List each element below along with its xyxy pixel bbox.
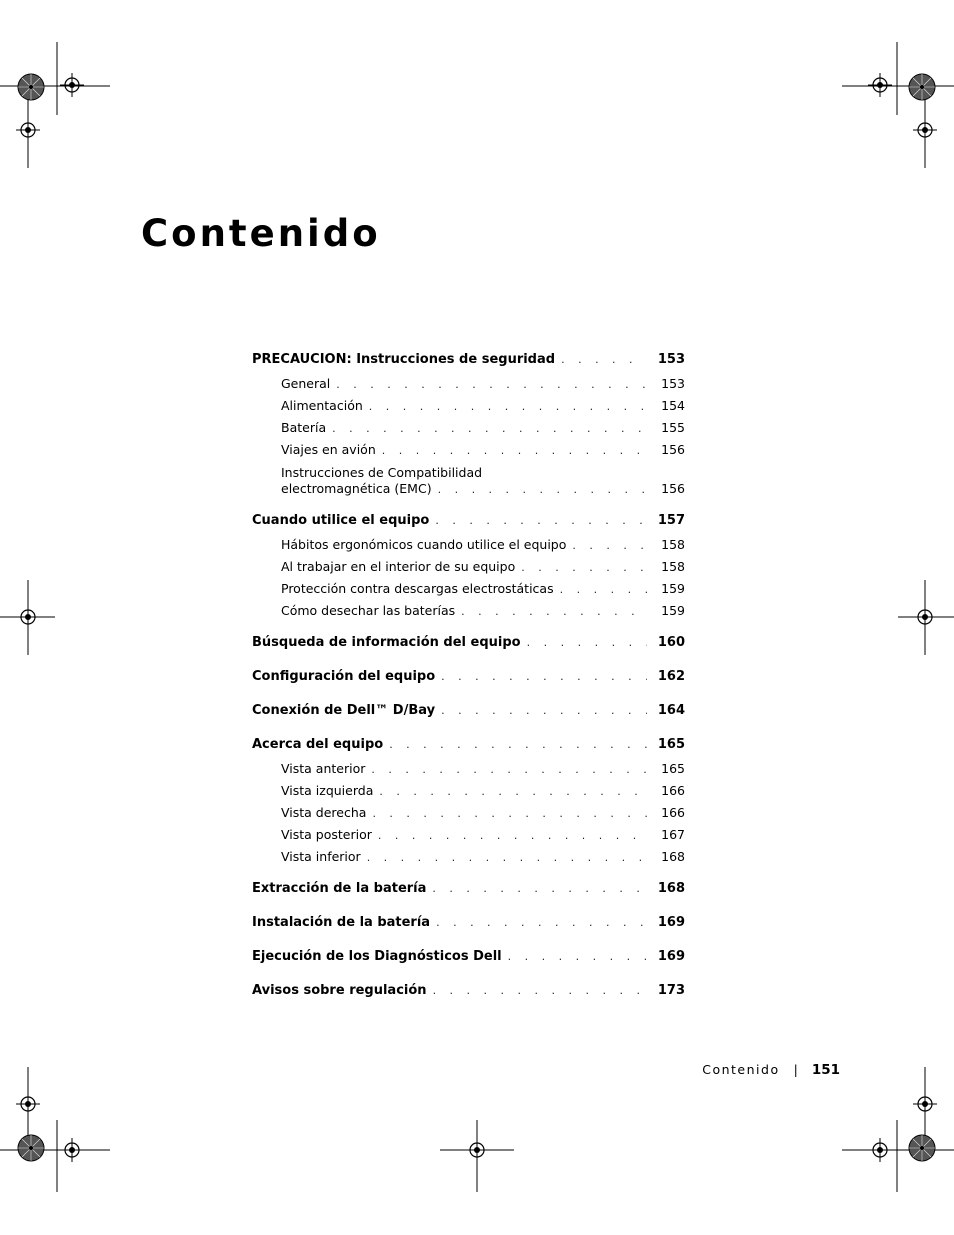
toc-section-label: Viajes en avión — [281, 442, 376, 457]
toc-page-number: 168 — [661, 849, 685, 864]
toc-section[interactable] — [252, 376, 685, 398]
toc-chapter[interactable] — [252, 915, 685, 939]
toc-section-label: electromagnética (EMC) — [281, 481, 432, 496]
dot-leader — [521, 561, 647, 574]
toc-chapter[interactable] — [252, 881, 685, 905]
toc-chapter-label: Configuración del equipo — [252, 669, 436, 684]
toc-section-label: Protección contra descargas electrostáticas — [281, 581, 554, 596]
toc-page-number: 159 — [661, 581, 685, 596]
toc-section-label: Vista izquierda — [281, 783, 374, 798]
toc-page-number: 157 — [657, 513, 685, 528]
toc-page-number: 159 — [661, 603, 685, 618]
toc-page-number: 166 — [661, 805, 685, 820]
toc-section[interactable] — [252, 805, 685, 827]
toc-section-label: Cómo desechar las baterías — [281, 603, 456, 618]
toc-chapter[interactable] — [252, 949, 685, 973]
toc-section[interactable] — [252, 849, 685, 871]
toc-section-label-line1: Instrucciones de Compatibilidad — [281, 465, 483, 480]
toc-chapter[interactable] — [252, 513, 685, 537]
toc-chapter[interactable] — [252, 703, 685, 727]
dot-leader — [560, 583, 647, 596]
dot-leader — [372, 807, 647, 820]
toc-section-label: Al trabajar en el interior de su equipo — [281, 559, 516, 574]
dot-leader — [433, 984, 647, 997]
toc-section-label: Vista derecha — [281, 805, 367, 820]
footer-separator: | — [793, 1062, 798, 1077]
toc-section[interactable] — [252, 581, 685, 603]
toc-chapter-label: Ejecución de los Diagnósticos Dell — [252, 949, 502, 964]
toc-page-number: 153 — [661, 376, 685, 391]
toc-section-label: General — [281, 376, 331, 391]
toc-page-number: 167 — [661, 827, 685, 842]
toc-chapter-label: PRECAUCIÓN: Instrucciones de seguridad — [252, 352, 556, 367]
toc-section[interactable] — [252, 761, 685, 783]
toc-chapter-label: Extracción de la batería — [252, 881, 427, 896]
table-of-contents — [252, 352, 685, 1007]
toc-page-number: 162 — [657, 669, 685, 684]
toc-chapter[interactable] — [252, 635, 685, 659]
toc-section[interactable] — [252, 559, 685, 581]
dot-leader — [441, 704, 647, 717]
toc-page-number: 156 — [661, 481, 685, 496]
dot-leader — [367, 851, 647, 864]
dot-leader — [432, 882, 647, 895]
toc-section-label: Batería — [281, 420, 327, 435]
toc-page-number: 158 — [661, 537, 685, 552]
toc-chapter-label: Cuando utilice el equipo — [252, 513, 430, 528]
toc-page-number: 169 — [657, 915, 685, 930]
dot-leader — [382, 444, 647, 457]
toc-page-number: 158 — [661, 559, 685, 574]
toc-page-number: 168 — [657, 881, 685, 896]
footer-label: Contenido — [702, 1062, 780, 1077]
toc-chapter[interactable] — [252, 983, 685, 1007]
toc-section[interactable] — [252, 537, 685, 559]
dot-leader — [378, 829, 647, 842]
toc-section-label: Alimentación — [281, 398, 363, 413]
dot-leader — [332, 422, 647, 435]
toc-page-number: 156 — [661, 442, 685, 457]
toc-page-number: 164 — [657, 703, 685, 718]
dot-leader — [336, 378, 647, 391]
dot-leader — [436, 916, 647, 929]
toc-section-label: Hábitos ergonómicos cuando utilice el equipo — [281, 537, 567, 552]
toc-section[interactable] — [252, 603, 685, 625]
toc-page-number: 169 — [657, 949, 685, 964]
toc-section-label: Vista inferior — [281, 849, 361, 864]
toc-chapter-label: Conexión de Dell™ D/Bay — [252, 703, 436, 718]
dot-leader — [572, 539, 647, 552]
toc-page-number: 154 — [661, 398, 685, 413]
toc-chapter[interactable] — [252, 669, 685, 693]
dot-leader — [441, 670, 647, 683]
toc-page-number: 153 — [657, 352, 685, 367]
toc-chapter[interactable] — [252, 737, 685, 761]
toc-section — [281, 481, 685, 503]
page-number: 151 — [811, 1062, 840, 1078]
toc-page-number: 165 — [661, 761, 685, 776]
toc-chapter-label: Instalación de la batería — [252, 915, 431, 930]
dot-leader — [369, 400, 647, 413]
dot-leader — [438, 483, 647, 496]
toc-chapter[interactable] — [252, 352, 685, 376]
toc-section[interactable] — [252, 442, 685, 464]
dot-leader — [461, 605, 647, 618]
toc-section-label: Vista anterior — [281, 761, 366, 776]
toc-page-number: 166 — [661, 783, 685, 798]
toc-chapter-label: Acerca del equipo — [252, 737, 384, 752]
dot-leader — [561, 353, 647, 366]
toc-section[interactable] — [252, 420, 685, 442]
dot-leader — [379, 785, 647, 798]
toc-page-number: 165 — [657, 737, 685, 752]
page-footer — [702, 1062, 840, 1078]
toc-section[interactable] — [252, 783, 685, 805]
toc-section[interactable] — [252, 827, 685, 849]
toc-page-number: 173 — [657, 983, 685, 998]
page-title: Contenido — [141, 212, 381, 255]
dot-leader — [508, 950, 647, 963]
toc-section-multiline[interactable] — [252, 464, 685, 503]
toc-page-number: 155 — [661, 420, 685, 435]
toc-page-number: 160 — [657, 635, 685, 650]
dot-leader — [371, 763, 647, 776]
toc-chapter-label: Búsqueda de información del equipo — [252, 635, 521, 650]
toc-section[interactable] — [252, 398, 685, 420]
toc-chapter-label: Avisos sobre regulación — [252, 983, 427, 998]
dot-leader — [435, 514, 647, 527]
toc-section-label: Vista posterior — [281, 827, 372, 842]
dot-leader — [389, 738, 647, 751]
dot-leader — [527, 636, 647, 649]
